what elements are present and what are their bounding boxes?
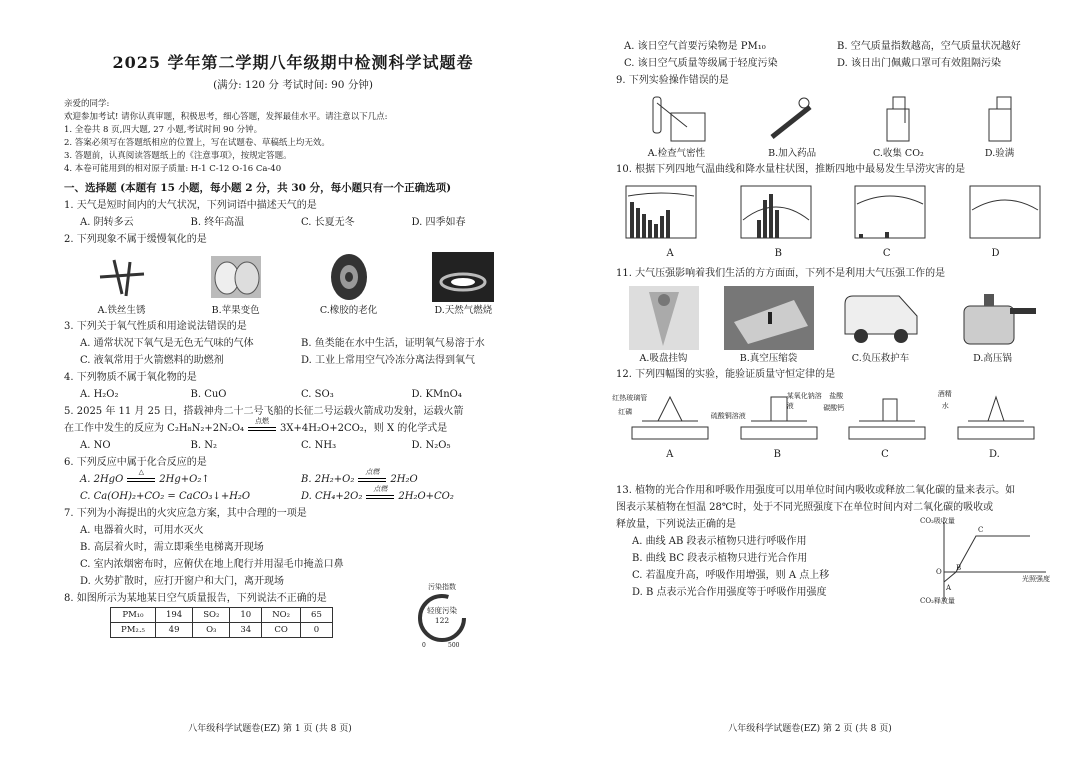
q13-point-b: B	[956, 564, 962, 572]
q6-options	[64, 468, 522, 505]
q12-annot-b1: 硫酸铜溶液	[710, 412, 746, 420]
q3-opt-c: C. 液氧常用于火箭燃料的助燃剂	[80, 355, 224, 366]
greeting: 亲爱的同学:	[64, 99, 110, 109]
q8-opt-c: C. 该日空气质量等级属于轻度污染	[624, 58, 778, 69]
q2-label-b: B.苹果变色	[211, 305, 260, 316]
gas-bottle-icon	[873, 93, 923, 145]
q7-opt-a: A. 电器着火时，可用水灭火	[80, 525, 204, 536]
q5-reactants: 在工作中发生的反应为 C₂H₈N₂+2N₂O₄	[64, 423, 245, 434]
climate-chart-d	[960, 180, 1050, 246]
q5-opt-b: B. N₂	[190, 440, 217, 451]
gas-check-icon	[975, 93, 1025, 145]
q12-annot-c1: 盐酸	[829, 392, 844, 400]
gauge-min: 0	[422, 642, 426, 649]
q3-opt-d: D. 工业上常用空气冷冻分离法得到氧气	[301, 355, 476, 366]
q3-stem: 3. 下列关于氧气性质和用途说法错误的是	[64, 321, 247, 332]
q6-opt-a: A. 2HgO △ 2Hg+O₂↑	[80, 468, 210, 485]
q10-labels	[616, 248, 1050, 259]
gauge-max: 500	[448, 642, 460, 649]
table-cell: 49	[155, 623, 192, 638]
q13-stem-2: 图表示某植物在恒温 28℃时，处于不同光照强度下在单位时间内对二氧化碳的吸收或	[616, 502, 994, 513]
table-cell: 10	[230, 608, 262, 623]
q12-annot-b2: 某氧化钠溶液	[786, 392, 822, 410]
q13-point-a: A	[946, 584, 952, 592]
q11-label-d: D.高压锅	[973, 353, 1012, 364]
q1-opt-a: A. 阴转多云	[80, 217, 134, 228]
q9-label-d: D.验满	[984, 148, 1015, 159]
q12-img-c	[823, 387, 935, 447]
q4-opt-d: D. KMnO₄	[411, 389, 462, 400]
vacuum-bag-icon	[724, 286, 814, 350]
climate-chart-b	[731, 180, 821, 246]
air-quality-table	[110, 607, 333, 638]
q13-opt-d: D. B 点表示光合作用强度等于呼吸作用强度	[632, 587, 827, 598]
q12-img-d	[937, 387, 1044, 447]
table-cell: 194	[155, 608, 192, 623]
q12-annot-d1: 酒精	[937, 390, 952, 398]
q13-options	[616, 533, 920, 601]
q13-graph-axes	[920, 516, 1050, 606]
q7-stem: 7. 下列为小海提出的火灾应急方案，其中合理的一项是	[64, 508, 307, 519]
q1-stem: 1. 天气是短时间内的大气状况，下列词语中描述天气的是	[64, 200, 317, 211]
q2-img-b	[207, 252, 265, 316]
q13-xlabel: 光照强度	[1022, 575, 1050, 583]
q2-label-a: A.铁丝生锈	[97, 305, 146, 316]
q6-opt-c: C. Ca(OH)₂+CO₂ = CaCO₃↓+H₂O	[80, 491, 251, 502]
q5-condition: 点燃	[255, 417, 270, 425]
q12-img-a	[612, 387, 718, 447]
q2-img-c	[320, 252, 377, 316]
gauge-readout	[412, 606, 472, 626]
exam-subtitle: (满分: 120 分 考试时间: 90 分钟)	[213, 79, 373, 91]
q4-opt-a: A. H₂O₂	[80, 389, 119, 400]
q2-label-c: C.橡胶的老化	[319, 305, 378, 316]
q2-img-a	[92, 252, 152, 316]
q11-label-c: C.负压救护车	[851, 353, 910, 364]
q13-point-o: O	[936, 568, 942, 576]
q11-label-a: A.吸盘挂钩	[639, 353, 688, 364]
gauge-value: 122	[434, 616, 450, 625]
note-3: 3. 答题前，认真阅读答题纸上的《注意事项》，按规定答题。	[64, 151, 292, 161]
ambulance-icon	[839, 286, 923, 350]
add-reagent-icon	[762, 93, 822, 145]
q9-stem: 9. 下列实验操作错误的是	[616, 75, 729, 86]
q7-opt-d: D. 火势扩散时，应打开窗户和大门，离开现场	[80, 576, 285, 587]
q11-label-b: B.真空压缩袋	[739, 353, 798, 364]
q13-opt-c: C. 若温度升高，呼吸作用增强，则 A 点上移	[632, 570, 830, 581]
rusty-nail-icon	[92, 252, 152, 302]
q7-options	[64, 522, 522, 590]
q9-img-c	[873, 93, 924, 159]
q12-annot-a1: 红热玻璃管	[612, 394, 648, 402]
q13-ylabel-bottom: CO₂释放量	[920, 597, 955, 605]
q9-images	[616, 93, 1050, 159]
q2-label-d: D.天然气燃烧	[434, 305, 493, 316]
q7-opt-c: C. 室内浓烟密布时，应俯伏在地上爬行并用湿毛巾掩盖口鼻	[80, 559, 344, 570]
q1-opt-d: D. 四季如春	[411, 217, 466, 228]
q10-label-b: B	[774, 248, 782, 259]
table-cell: PM₂.₅	[111, 623, 156, 638]
q12-img-b	[710, 387, 827, 447]
exam-title: 2025 学年第二学期八年级期中检测科学试题卷	[112, 53, 474, 72]
q10-label-c: C	[882, 248, 891, 259]
apple-slice-icon	[207, 252, 265, 302]
table-row	[111, 623, 333, 638]
page-2-footer: 八年级科学试题卷(EZ) 第 2 页 (共 8 页)	[728, 724, 892, 734]
q11-stem: 11. 大气压强影响着我们生活的方方面面，下列不是利用大气压强工作的是	[616, 268, 946, 279]
q3-options	[64, 335, 522, 369]
intro: 欢迎参加考试! 请你认真审题，积极思考，细心答题，发挥最佳水平。请注意以下几点:	[64, 112, 388, 122]
q8-opt-a: A. 该日空气首要污染物是 PM₁₀	[624, 41, 766, 52]
q12-label-b: B	[773, 449, 781, 460]
q12-annot-a2: 红磷	[618, 408, 633, 416]
q10-label-a: A	[666, 248, 674, 259]
q4-opt-b: B. CuO	[190, 389, 227, 400]
q1-opt-c: C. 长夏无冬	[301, 217, 355, 228]
q12-labels	[616, 449, 1050, 460]
table-cell: O₃	[193, 623, 230, 638]
q4-stem: 4. 下列物质不属于氧化物的是	[64, 372, 197, 383]
pollution-gauge	[412, 582, 472, 652]
q7-opt-b: B. 高层着火时，需立即乘坐电梯离开现场	[80, 542, 264, 553]
exam-page-2	[540, 0, 1080, 780]
q4-options	[64, 386, 522, 403]
climate-chart-a	[616, 180, 706, 246]
page-1-footer: 八年级科学试题卷(EZ) 第 1 页 (共 8 页)	[188, 724, 352, 734]
q10-climate-charts	[616, 180, 1050, 246]
q5-products: 3X+4H₂O+2CO₂，则 X 的化学式是	[280, 423, 448, 434]
q13-ylabel-top: CO₂吸收量	[920, 517, 955, 525]
q5-condition-arrow	[244, 417, 280, 437]
q3-opt-b: B. 鱼类能在水中生活，证明氧气易溶于水	[301, 338, 485, 349]
table-cell: 34	[230, 623, 262, 638]
q5-stem-1: 5. 2025 年 11 月 25 日，搭载神舟二十二号飞船的长征二号运载火箭成功发射，运载火箭	[64, 406, 464, 417]
q10-label-d: D	[991, 248, 1000, 259]
q4-opt-c: C. SO₃	[301, 389, 334, 400]
air-tightness-test-icon	[641, 93, 711, 145]
q11-img-a	[629, 286, 699, 364]
note-2: 2. 答案必须写在答题纸相应的位置上，写在试题卷、草稿纸上均无效。	[64, 138, 330, 148]
q6-opt-b: B. 2H₂+O₂ 点燃 2H₂O	[301, 468, 418, 485]
q13-opt-b: B. 曲线 BC 段表示植物只进行光合作用	[632, 553, 808, 564]
q12-label-d: D.	[989, 449, 1000, 460]
q5-opt-c: C. NH₃	[301, 440, 337, 451]
section-1-heading: 一、选择题 (本题有 15 小题，每小题 2 分，共 30 分，每小题只有一个正确选项)	[64, 182, 452, 194]
q12-stem: 12. 下列四幅图的实验，能验证质量守恒定律的是	[616, 369, 836, 380]
gauge-title: 污染指数	[428, 583, 456, 591]
q11-images	[616, 286, 1050, 364]
q9-img-b	[762, 93, 822, 159]
note-4: 4. 本卷可能用到的相对原子质量: H-1 C-12 O-16 Ca-40	[64, 164, 282, 174]
q9-label-a: A.检查气密性	[647, 148, 706, 159]
q8-opt-b: B. 空气质量指数越高，空气质量状况越好	[837, 41, 1021, 52]
balance-scale-icon	[839, 387, 935, 447]
q5-opt-d: D. N₂O₅	[411, 440, 451, 451]
q12-label-a: A	[666, 449, 674, 460]
q3-opt-a: A. 通常状况下氧气是无色无气味的气体	[80, 338, 254, 349]
table-cell: 65	[301, 608, 333, 623]
q10-stem: 10. 根据下列四地气温曲线和降水量柱状图，推断四地中最易发生旱涝灾害的是	[616, 164, 966, 175]
q13-stem-3: 释放量，下列说法正确的是	[616, 519, 736, 530]
q2-img-d	[432, 252, 494, 316]
q1-options	[64, 214, 522, 231]
gauge-label: 轻度污染	[427, 606, 457, 615]
q2-stem: 2. 下列现象不属于缓慢氧化的是	[64, 234, 207, 245]
q6-opt-d: D. CH₄+2O₂ 点燃 2H₂O+CO₂	[301, 485, 454, 502]
q5-options	[64, 437, 522, 454]
climate-chart-c	[845, 180, 935, 246]
q9-img-a	[641, 93, 711, 159]
q12-annot-d2: 水	[941, 402, 949, 410]
q9-img-d	[975, 93, 1025, 159]
table-cell: PM₁₀	[111, 608, 156, 623]
table-cell: CO	[262, 623, 301, 638]
q12-label-c: C	[881, 449, 889, 460]
q8-opt-d: D. 该日出门佩戴口罩可有效阻隔污染	[837, 58, 1002, 69]
q5-stem-2	[64, 417, 522, 437]
q8-options	[616, 38, 1050, 72]
q13-stem-1: 13. 植物的光合作用和呼吸作用强度可以用单位时间内吸收或释放二氧化碳的量来表示。如	[616, 485, 1016, 496]
suction-hook-icon	[629, 286, 699, 350]
q13-point-c: C	[978, 526, 984, 534]
gas-flame-icon	[432, 252, 494, 302]
table-row	[111, 608, 333, 623]
q11-img-d	[948, 286, 1038, 364]
q11-img-c	[839, 286, 923, 364]
table-cell: SO₂	[193, 608, 230, 623]
note-1: 1. 全卷共 8 页,四大题, 27 小题,考试时间 90 分钟。	[64, 125, 263, 135]
balance-scale-icon	[948, 387, 1044, 447]
q9-label-c: C.收集 CO₂	[872, 148, 924, 159]
q13-graph	[920, 516, 1050, 606]
q12-annot-c2: 碳酸钙	[823, 404, 845, 412]
q6-stem: 6. 下列反应中属于化合反应的是	[64, 457, 207, 468]
q12-images	[612, 387, 1050, 447]
q13-opt-a: A. 曲线 AB 段表示植物只进行呼吸作用	[632, 536, 807, 547]
table-cell: 0	[301, 623, 333, 638]
tire-icon	[326, 252, 372, 302]
q11-img-b	[724, 286, 814, 364]
q9-label-b: B.加入药品	[768, 148, 817, 159]
q1-opt-b: B. 终年高温	[190, 217, 245, 228]
pressure-cooker-icon	[948, 286, 1038, 350]
table-cell: NO₂	[262, 608, 301, 623]
q5-opt-a: A. NO	[80, 440, 111, 451]
q2-images	[64, 252, 522, 316]
q8-stem: 8. 如图所示为某地某日空气质量报告，下列说法不正确的是	[64, 593, 327, 604]
